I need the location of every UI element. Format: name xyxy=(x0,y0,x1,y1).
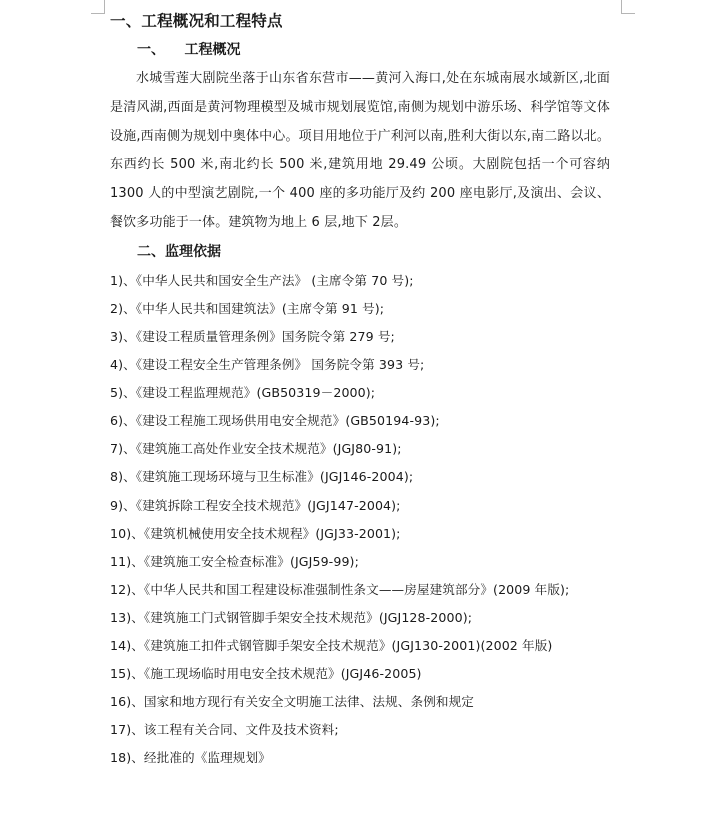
document-page xyxy=(110,6,610,772)
list-item: 14)、《建筑施工扣件式钢管脚手架安全技术规范》(JGJ130-2001)(2002 年版) xyxy=(110,638,553,653)
overview-paragraph: 水城雪莲大剧院坐落于山东省东营市——黄河入海口,处在东城南展水域新区,北面是清风湖,西面是黄河物理模型及城市规划展览馆,南侧为规划中游乐场、科学馆等文体设施,西南侧为规划中奥体中心。项目用地位于广利河以南,胜利大街以东,南二路以北。东西约长 500 米,南北约长 500 米,建筑用地 29.49 公顷。大剧院包括一个可容纳 1300 人的中型演艺剧院,一个 400 座的多功能厅及约 200 座电影厅,及演出、会议、餐饮多功能于一体。建筑物为地上 6 层,地下 2层。 xyxy=(110,71,610,230)
crop-mark-top-left xyxy=(91,0,105,14)
list-item: 7)、《建筑施工高处作业安全技术规范》(JGJ80-91); xyxy=(110,441,402,457)
list-item: 9)、《建筑拆除工程安全技术规范》(JGJ147-2004); xyxy=(110,497,401,513)
list-item: 10)、《建筑机械使用安全技术规程》(JGJ33-2001); xyxy=(110,525,401,541)
list-item: 2)、《中华人民共和国建筑法》(主席令第 91 号); xyxy=(110,300,385,316)
list-item: 12)、《中华人民共和国工程建设标准强制性条文——房屋建筑部分》(2009 年版); xyxy=(110,581,570,597)
list-item: 6)、《建设工程施工现场供用电安全规范》(GB50194-93); xyxy=(110,413,440,429)
list-item: 3)、《建设工程质量管理条例》国务院令第 279 号; xyxy=(110,328,395,344)
section-title: 一、工程概况和工程特点 xyxy=(110,12,283,30)
basis-heading: 二、监理依据 xyxy=(137,243,221,260)
list-item: 13)、《建筑施工门式钢管脚手架安全技术规范》(JGJ128-2000); xyxy=(110,609,473,625)
list-item: 17)、该工程有关合同、文件及技术资料; xyxy=(110,722,339,738)
list-item: 5)、《建设工程监理规范》(GB50319－2000); xyxy=(110,385,376,401)
list-item: 11)、《建筑施工安全检查标准》(JGJ59-99); xyxy=(110,553,359,569)
list-item: 1)、《中华人民共和国安全生产法》 (主席令第 70 号); xyxy=(110,272,414,288)
basis-list xyxy=(110,267,610,773)
overview-heading: 一、 工程概况 xyxy=(137,42,241,58)
list-item: 15)、《施工现场临时用电安全技术规范》(JGJ46-2005) xyxy=(110,666,422,682)
list-item: 16)、国家和地方现行有关安全文明施工法律、法规、条例和规定 xyxy=(110,694,474,710)
crop-mark-top-right xyxy=(621,0,635,14)
list-item: 18)、经批准的《监理规划》 xyxy=(110,750,271,766)
list-item: 8)、《建筑施工现场环境与卫生标准》(JGJ146-2004); xyxy=(110,469,414,485)
list-item: 4)、《建设工程安全生产管理条例》 国务院令第 393 号; xyxy=(110,357,425,373)
